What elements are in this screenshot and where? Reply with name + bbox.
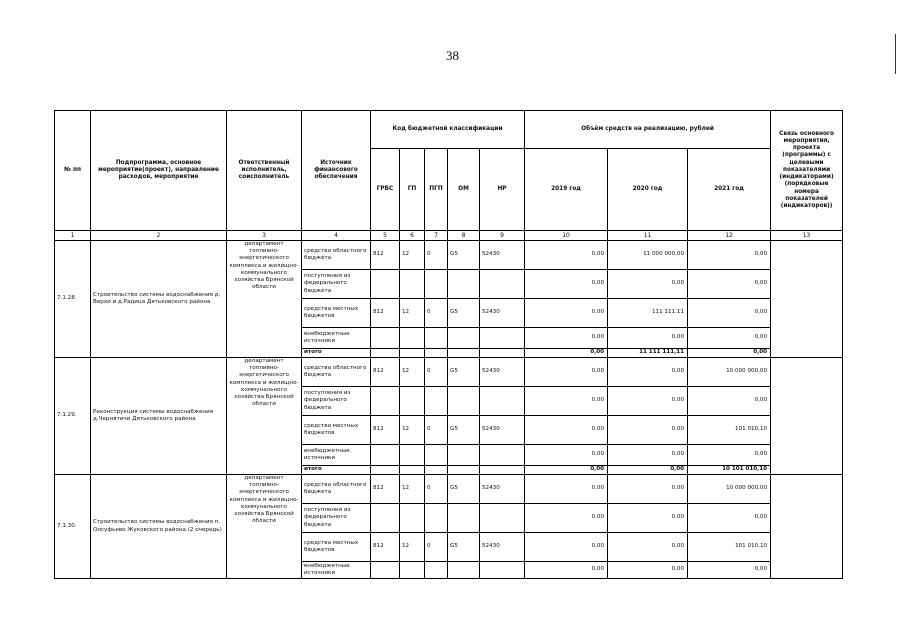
item-name: Строительство системы водоснабжения п. Олсуфьево Жуковского района (2 очередь) [91, 475, 227, 579]
pgp-cell [425, 387, 448, 416]
grbs-cell: 812 [371, 416, 400, 445]
column-number: 10 [525, 231, 608, 241]
nr-cell [480, 328, 525, 349]
amount-2020: 0,00 [608, 328, 688, 349]
nr-cell [480, 349, 525, 358]
amount-2020: 0,00 [608, 270, 688, 299]
source-cell: средства местных бюджетов [302, 299, 371, 328]
nr-cell: 52430 [480, 299, 525, 328]
pgp-cell: 0 [425, 533, 448, 562]
source-cell: внебюджетные источники [302, 328, 371, 349]
amount-2020: 111 111,11 [608, 299, 688, 328]
nr-cell [480, 562, 525, 579]
amount-2019: 0,00 [525, 358, 608, 387]
nr-cell: 52430 [480, 533, 525, 562]
grbs-cell [371, 328, 400, 349]
column-number: 13 [771, 231, 843, 241]
source-cell: средства местных бюджетов [302, 533, 371, 562]
source-cell: поступления из федерального бюджета [302, 270, 371, 299]
column-number: 12 [688, 231, 771, 241]
amount-2021: 0,00 [688, 562, 771, 579]
om-cell [448, 562, 480, 579]
header-code-group: Код бюджетной классификации [371, 111, 525, 149]
nr-cell: 52430 [480, 241, 525, 270]
grbs-cell: 812 [371, 299, 400, 328]
grbs-cell [371, 349, 400, 358]
link-cell [771, 358, 843, 475]
nr-cell [480, 466, 525, 475]
grbs-cell: 812 [371, 358, 400, 387]
gp-cell [400, 270, 425, 299]
item-executor: департамент топливно-энергетического комплекса и жилищно-коммунального хозяйства Брянской области [227, 358, 302, 475]
nr-cell [480, 387, 525, 416]
gp-cell [400, 562, 425, 579]
pgp-cell [425, 466, 448, 475]
link-cell [771, 241, 843, 358]
om-cell [448, 504, 480, 533]
total-2020: 11 111 111,11 [608, 349, 688, 358]
total-2021: 10 101 010,10 [688, 466, 771, 475]
amount-2021: 0,00 [688, 299, 771, 328]
amount-2019: 0,00 [525, 475, 608, 504]
om-cell: G5 [448, 299, 480, 328]
header-nr: НР [480, 149, 525, 231]
table-row [55, 241, 843, 270]
grbs-cell [371, 562, 400, 579]
header-no: № пп [55, 111, 91, 231]
amount-2020: 0,00 [608, 533, 688, 562]
item-number: 7.1.30. [55, 475, 91, 579]
grbs-cell: 812 [371, 533, 400, 562]
amount-2020: 0,00 [608, 387, 688, 416]
amount-2021: 0,00 [688, 241, 771, 270]
amount-2020: 0,00 [608, 562, 688, 579]
amount-2021: 0,00 [688, 387, 771, 416]
column-number: 7 [425, 231, 448, 241]
column-number: 3 [227, 231, 302, 241]
item-name: Строительство системы водоснабжения д. Верхи и д.Радица Дятьковского района [91, 241, 227, 358]
item-number: 7.1.29. [55, 358, 91, 475]
gp-cell [400, 445, 425, 466]
grbs-cell [371, 270, 400, 299]
pgp-cell [425, 270, 448, 299]
gp-cell [400, 504, 425, 533]
amount-2020: 11 000 000,00 [608, 241, 688, 270]
amount-2021: 10 000 000,00 [688, 358, 771, 387]
om-cell [448, 328, 480, 349]
total-2019: 0,00 [525, 349, 608, 358]
column-number: 2 [91, 231, 227, 241]
om-cell [448, 349, 480, 358]
nr-cell: 52430 [480, 475, 525, 504]
column-number-row [55, 231, 843, 241]
header-2019: 2019 год [525, 149, 608, 231]
amount-2021: 0,00 [688, 504, 771, 533]
om-cell: G5 [448, 241, 480, 270]
amount-2021: 101 010,10 [688, 416, 771, 445]
amount-2021: 0,00 [688, 445, 771, 466]
item-executor: департамент топливно-энергетического комплекса и жилищно-коммунального хозяйства Брянской области [227, 475, 302, 579]
link-cell [771, 475, 843, 579]
column-number: 6 [400, 231, 425, 241]
nr-cell: 52430 [480, 358, 525, 387]
item-name: Реконструкция системы водоснабжения д.Чернятичи Дятьковского района [91, 358, 227, 475]
pgp-cell [425, 504, 448, 533]
nr-cell [480, 504, 525, 533]
gp-cell: 12 [400, 475, 425, 504]
amount-2020: 0,00 [608, 445, 688, 466]
pgp-cell: 0 [425, 475, 448, 504]
amount-2021: 0,00 [688, 328, 771, 349]
grbs-cell: 812 [371, 475, 400, 504]
nr-cell [480, 270, 525, 299]
amount-2019: 0,00 [525, 299, 608, 328]
source-cell: средства областного бюджета [302, 241, 371, 270]
gp-cell: 12 [400, 299, 425, 328]
header-om: ОМ [448, 149, 480, 231]
header-executor: Ответственный исполнитель, соисполнитель [227, 111, 302, 231]
total-2019: 0,00 [525, 466, 608, 475]
amount-2019: 0,00 [525, 533, 608, 562]
scan-edge-mark [895, 34, 896, 74]
total-label: итого [302, 349, 371, 358]
om-cell [448, 387, 480, 416]
column-number: 1 [55, 231, 91, 241]
table-row [55, 475, 843, 504]
om-cell: G5 [448, 475, 480, 504]
amount-2021: 101 010,10 [688, 533, 771, 562]
gp-cell [400, 387, 425, 416]
header-gp: ГП [400, 149, 425, 231]
header-2021: 2021 год [688, 149, 771, 231]
om-cell [448, 270, 480, 299]
amount-2020: 0,00 [608, 358, 688, 387]
pgp-cell: 0 [425, 241, 448, 270]
gp-cell: 12 [400, 358, 425, 387]
column-number: 9 [480, 231, 525, 241]
grbs-cell: 812 [371, 241, 400, 270]
om-cell: G5 [448, 358, 480, 387]
pgp-cell: 0 [425, 416, 448, 445]
pgp-cell: 0 [425, 358, 448, 387]
column-number: 11 [608, 231, 688, 241]
column-number: 8 [448, 231, 480, 241]
page-number: 38 [446, 48, 459, 63]
grbs-cell [371, 387, 400, 416]
source-cell: внебюджетные источники [302, 562, 371, 579]
item-executor: департамент топливно-энергетического комплекса и жилищно-коммунального хозяйства Брянской области [227, 241, 302, 358]
grbs-cell [371, 445, 400, 466]
amount-2020: 0,00 [608, 475, 688, 504]
header-source: Источник финансового обеспечения [302, 111, 371, 231]
amount-2019: 0,00 [525, 445, 608, 466]
column-number: 4 [302, 231, 371, 241]
amount-2020: 0,00 [608, 504, 688, 533]
budget-table [54, 110, 843, 579]
pgp-cell [425, 349, 448, 358]
amount-2021: 0,00 [688, 270, 771, 299]
amount-2020: 0,00 [608, 416, 688, 445]
grbs-cell [371, 504, 400, 533]
header-grbs: ГРБС [371, 149, 400, 231]
amount-2019: 0,00 [525, 504, 608, 533]
source-cell: средства областного бюджета [302, 475, 371, 504]
gp-cell [400, 466, 425, 475]
total-label: итого [302, 466, 371, 475]
gp-cell: 12 [400, 416, 425, 445]
total-2020: 0,00 [608, 466, 688, 475]
pgp-cell [425, 562, 448, 579]
source-cell: средства областного бюджета [302, 358, 371, 387]
gp-cell: 12 [400, 241, 425, 270]
total-2021: 0,00 [688, 349, 771, 358]
source-cell: поступления из федерального бюджета [302, 504, 371, 533]
header-link: Связь основного мероприятия, проекта (программы) с целевыми показателями (индикаторами) (порядковые номера показателей (индикаторов)) [771, 111, 843, 231]
column-number: 5 [371, 231, 400, 241]
source-cell: средства местных бюджетов [302, 416, 371, 445]
amount-2021: 10 000 000,00 [688, 475, 771, 504]
om-cell: G5 [448, 533, 480, 562]
om-cell [448, 445, 480, 466]
om-cell: G5 [448, 416, 480, 445]
pgp-cell [425, 445, 448, 466]
header-2020: 2020 год [608, 149, 688, 231]
om-cell [448, 466, 480, 475]
amount-2019: 0,00 [525, 270, 608, 299]
amount-2019: 0,00 [525, 387, 608, 416]
header-pgp: ПГП [425, 149, 448, 231]
pgp-cell: 0 [425, 299, 448, 328]
item-number: 7.1.28. [55, 241, 91, 358]
header-subprogram: Подпрограмма, основное мероприятие(проект), направление расходов, мероприятие [91, 111, 227, 231]
nr-cell: 52430 [480, 416, 525, 445]
header-amount-group: Объём средств на реализацию, рублей [525, 111, 771, 149]
amount-2019: 0,00 [525, 416, 608, 445]
source-cell: поступления из федерального бюджета [302, 387, 371, 416]
amount-2019: 0,00 [525, 241, 608, 270]
amount-2019: 0,00 [525, 562, 608, 579]
gp-cell [400, 328, 425, 349]
nr-cell [480, 445, 525, 466]
gp-cell [400, 349, 425, 358]
gp-cell: 12 [400, 533, 425, 562]
table-row [55, 358, 843, 387]
source-cell: внебюджетные источники [302, 445, 371, 466]
pgp-cell [425, 328, 448, 349]
grbs-cell [371, 466, 400, 475]
amount-2019: 0,00 [525, 328, 608, 349]
